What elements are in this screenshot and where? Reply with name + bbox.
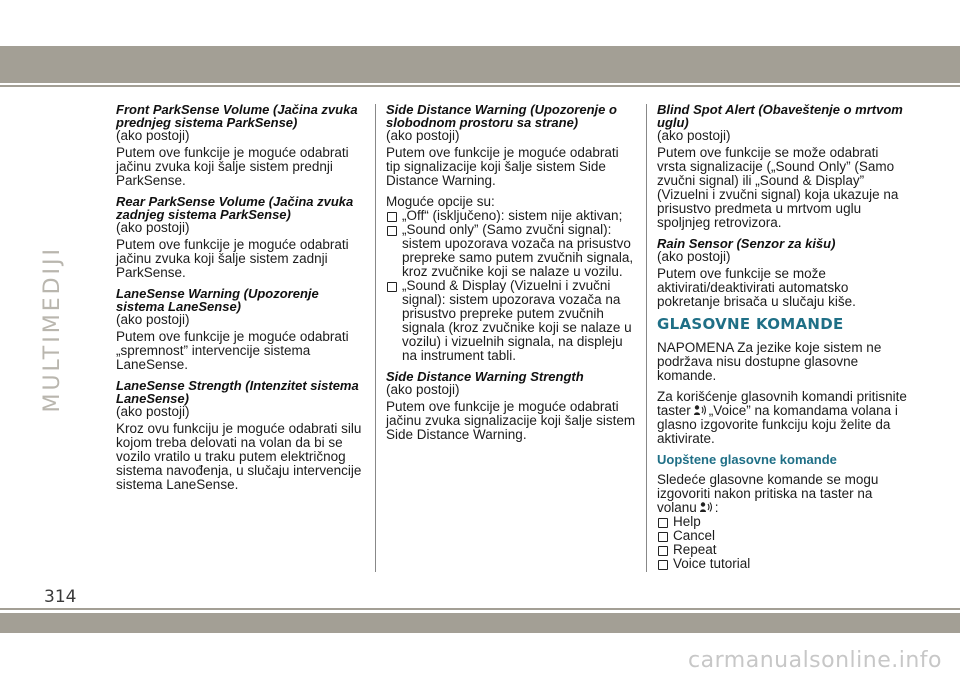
column-divider [646, 104, 647, 572]
lanesense-warning-section [116, 287, 366, 372]
general-paragraph [657, 473, 907, 515]
rear-parksense-volume-section [116, 195, 366, 280]
checkbox-bullet-icon [387, 212, 397, 222]
section-heading: Front ParkSense Volume (Jačina zvuka prednjeg sistema ParkSense) [116, 102, 358, 130]
availability-note: (ako postoji) [116, 404, 190, 419]
watermark: carmanualsonline.info [688, 648, 942, 673]
section-text: Putem ove funkcije se može aktivirati/deaktivirati automatsko pokretanje brisača u slučaju kiše. [657, 266, 856, 309]
list-item [657, 529, 907, 543]
voice-command-icon [699, 501, 713, 513]
checkbox-bullet-icon [658, 518, 668, 528]
footer-bar [0, 613, 960, 633]
list-item-text: Repeat [673, 542, 717, 557]
commands-list [657, 515, 907, 571]
section-heading: Side Distance Warning Strength [386, 369, 584, 384]
section-heading: Side Distance Warning (Upozorenje o slobodnom prostoru sa strane) [386, 102, 617, 130]
usage-text-after: „Voice” na komandama volana i glasno izgovorite funkciju koju želite da aktivirate. [657, 403, 898, 446]
subsection-title-general-commands: Uopštene glasovne komande [657, 452, 837, 467]
blind-spot-alert-section [657, 103, 907, 230]
availability-note: (ako postoji) [116, 220, 190, 235]
checkbox-bullet-icon [387, 226, 397, 236]
list-item [657, 543, 907, 557]
list-item-text: Voice tutorial [673, 556, 751, 571]
list-item [657, 557, 907, 571]
section-text: Putem ove funkcije se može odabrati vrsta signalizacije („Sound Only” (Samo zvučni signal) ili „Sound & Display” (Vizuelni i zvučni signal) koja ukazuje na prisustvo predmeta u mrtvom uglu spoljnjeg retrovizora. [657, 145, 899, 230]
column-3 [657, 103, 907, 571]
checkbox-bullet-icon [658, 546, 668, 556]
checkbox-bullet-icon [658, 560, 668, 570]
column-1 [116, 103, 366, 499]
general-text-before: Sledeće glasovne komande se mogu izgovoriti nakon pritiska na taster na volanu [657, 472, 879, 515]
list-item [386, 223, 636, 279]
list-item [657, 515, 907, 529]
top-margin [0, 0, 960, 46]
section-text: Putem ove funkcije je moguće odabrati jačinu zvuka signalizacije koji šalje sistem Side Distance Warning. [386, 399, 636, 442]
availability-note: (ako postoji) [657, 249, 731, 264]
list-item-text: „Sound only” (Samo zvučni signal): sistem upozorava vozača na prisustvo prepreke samo putem zvučnih signala, kroz zvučnike koji se nalaze u vozilu. [402, 222, 634, 279]
list-item-text: Cancel [673, 528, 716, 543]
note-paragraph: NAPOMENA Za jezike koje sistem ne podržava nisu dostupne glasovne komande. [657, 340, 882, 383]
list-item-text: „Sound & Display (Vizuelni i zvučni signal): sistem upozorava vozača na prisustvo prepreke putem zvučnih signala (kroz zvučnike koji se nalaze u vozilu) i vizuelnih signala, na displeju na instrument tabli. [402, 278, 632, 363]
lanesense-strength-section [116, 379, 366, 492]
chapter-title: MULTIMEDIJI [40, 246, 65, 413]
checkbox-bullet-icon [658, 532, 668, 542]
availability-note: (ako postoji) [116, 312, 190, 327]
usage-text-before: Za korišćenje glasovnih komandi pritisnite taster [657, 389, 907, 418]
section-heading: LaneSense Strength (Intenzitet sistema LaneSense) [116, 378, 359, 406]
header-bar [0, 46, 960, 83]
section-title-voice-commands: GLASOVNE KOMANDE [657, 315, 844, 333]
section-text: Putem ove funkcije je moguće odabrati „spremnost” intervencije sistema LaneSense. [116, 329, 349, 372]
list-item-text: „Off“ (isključeno): sistem nije aktivan; [402, 208, 623, 223]
list-item-text: Help [673, 514, 701, 529]
section-heading: Rain Sensor (Senzor za kišu) [657, 236, 836, 251]
section-text: Putem ove funkcije je moguće odabrati jačinu zvuka koji šalje sistem zadnji ParkSense. [116, 237, 349, 280]
header-rule [0, 85, 960, 87]
footer-rule [0, 608, 960, 610]
list-item [386, 209, 636, 223]
section-heading: LaneSense Warning (Upozorenje sistema LaneSense) [116, 286, 319, 314]
availability-note: (ako postoji) [116, 128, 190, 143]
options-section [386, 195, 636, 363]
section-text: Putem ove funkcije je moguće odabrati tip signalizacije koji šalje sistem Side Distance Warning. [386, 145, 619, 188]
sdw-strength-section [386, 370, 636, 442]
section-text: Kroz ovu funkciju je moguće odabrati silu kojom treba delovati na volan da bi se vozilo vratilo u traku putem električnog sistema navođenja, u slučaju intervencije sistema LaneSense. [116, 421, 362, 492]
rain-sensor-section [657, 237, 907, 309]
page-number: 314 [44, 587, 77, 607]
usage-paragraph [657, 390, 907, 446]
general-text-after: : [714, 500, 719, 515]
availability-note: (ako postoji) [386, 128, 460, 143]
column-2 [386, 103, 636, 449]
section-text: Putem ove funkcije je moguće odabrati jačinu zvuka koji šalje sistem prednji ParkSense. [116, 145, 349, 188]
availability-note: (ako postoji) [657, 128, 731, 143]
side-distance-warning-section [386, 103, 636, 188]
options-intro: Moguće opcije su: [386, 194, 495, 209]
section-heading: Blind Spot Alert (Obaveštenje o mrtvom uglu) [657, 102, 903, 130]
availability-note: (ako postoji) [386, 382, 460, 397]
column-divider [375, 104, 376, 572]
checkbox-bullet-icon [387, 282, 397, 292]
voice-command-icon [693, 404, 707, 416]
list-item [386, 279, 636, 363]
front-parksense-volume-section [116, 103, 366, 188]
section-heading: Rear ParkSense Volume (Jačina zvuka zadnjeg sistema ParkSense) [116, 194, 354, 222]
